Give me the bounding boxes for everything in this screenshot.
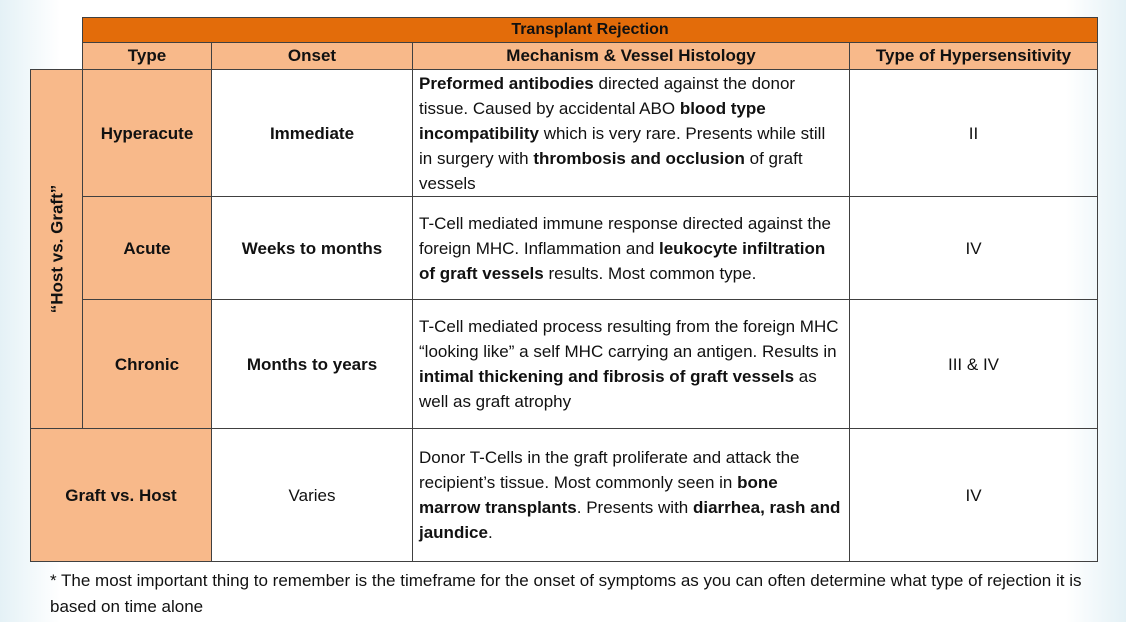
row-onset: Months to years [212, 300, 413, 429]
header-hypersensitivity: Type of Hypersensitivity [850, 43, 1098, 70]
row-mechanism: Donor T-Cells in the graft proliferate and attack the recipient’s tissue. Most commonly seen in bone marrow transplants. Presents with diarrhea, rash and jaundice. [413, 429, 850, 562]
header-mechanism: Mechanism & Vessel Histology [413, 43, 850, 70]
row-mechanism: Preformed antibodies directed against the donor tissue. Caused by accidental ABO blood type incompatibility which is very rare. Presents while still in surgery with thrombosis and occlusion of graft vessels [413, 70, 850, 197]
row-type: Acute [83, 197, 212, 300]
emphasis-text: blood type incompatibility [419, 98, 766, 143]
group-label-text: “Host vs. Graft” [47, 184, 66, 314]
transplant-rejection-table [30, 17, 1098, 562]
header-type: Type [83, 43, 212, 70]
row-onset: Immediate [212, 70, 413, 197]
table-row [31, 429, 1098, 562]
emphasis-text: thrombosis and occlusion [533, 148, 745, 168]
row-hypersensitivity: IV [850, 429, 1098, 562]
row-mechanism: T-Cell mediated process resulting from the foreign MHC “looking like” a self MHC carrying an antigen. Results in intimal thickening and fibrosis of graft vessels as well as graft atrophy [413, 300, 850, 429]
host-vs-graft-label [31, 70, 83, 429]
emphasis-text: leukocyte infiltration of graft vessels [419, 238, 826, 283]
title-row [31, 18, 1098, 43]
footnote: * The most important thing to remember is the timeframe for the onset of symptoms as you can often determine what type of rejection it is based on time alone [50, 571, 1082, 616]
emphasis-text: intimal thickening and fibrosis of graft vessels [419, 367, 795, 386]
row-onset: Weeks to months [212, 197, 413, 300]
table-title: Transplant Rejection [83, 18, 1098, 43]
row-mechanism: T-Cell mediated immune response directed against the foreign MHC. Inflammation and leukocyte infiltration of graft vessels results. Most common type. [413, 197, 850, 300]
row-type: Chronic [83, 300, 212, 429]
row-type: Hyperacute [83, 70, 212, 197]
corner-blank [31, 43, 83, 70]
row-hypersensitivity: IV [850, 197, 1098, 300]
emphasis-text: bone marrow transplants [419, 473, 778, 517]
row-hypersensitivity: III & IV [850, 300, 1098, 429]
row-hypersensitivity: II [850, 70, 1098, 197]
row-onset: Varies [212, 429, 413, 562]
emphasis-text: diarrhea, rash and jaundice [419, 498, 841, 542]
header-onset: Onset [212, 43, 413, 70]
row-type: Graft vs. Host [31, 429, 212, 562]
emphasis-text: Preformed antibodies [419, 73, 594, 93]
table-row [31, 70, 1098, 197]
header-row [31, 43, 1098, 70]
corner-blank [31, 18, 83, 43]
table-row [31, 300, 1098, 429]
table-row [31, 197, 1098, 300]
